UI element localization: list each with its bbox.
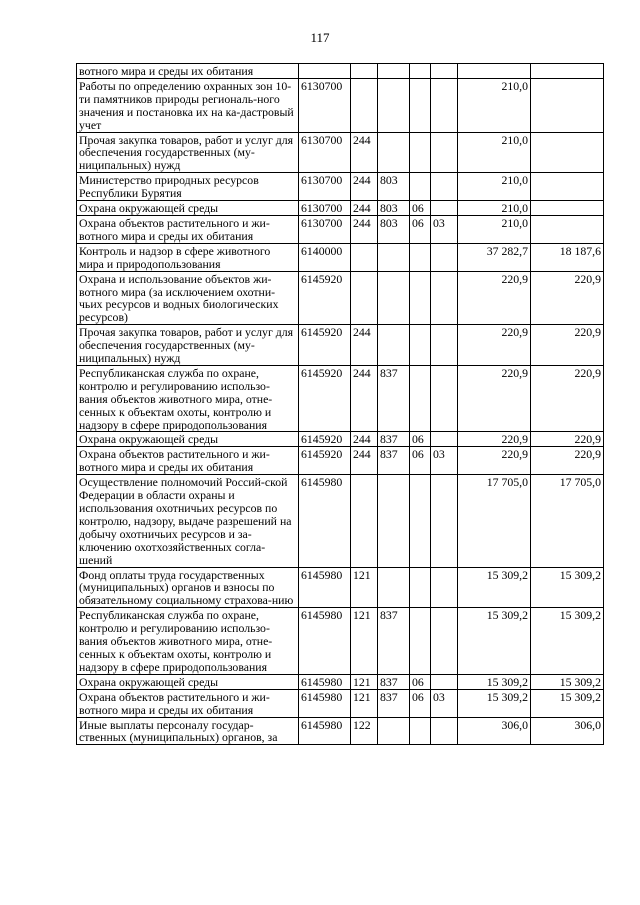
expense-type-cell: 121 xyxy=(351,674,378,689)
section-cell xyxy=(410,325,431,366)
row-name-cell: Охрана и использование объектов жи-вотного мира (за исключением охотни-чьих ресурсов и водных биологических ресурсов) xyxy=(77,271,299,325)
row-name-cell: Охрана окружающей среды xyxy=(77,201,299,216)
target-code-cell: 6130700 xyxy=(299,78,351,132)
amount-cell: 17 705,0 xyxy=(458,475,531,567)
page-number: 117 xyxy=(310,30,330,45)
amount-subvention-cell xyxy=(531,132,604,173)
amount-subvention-cell: 306,0 xyxy=(531,717,604,745)
amount-cell xyxy=(458,64,531,79)
target-code-cell: 6130700 xyxy=(299,132,351,173)
department-code-cell: 837 xyxy=(378,689,410,717)
amount-cell: 210,0 xyxy=(458,132,531,173)
subsection-cell xyxy=(431,64,458,79)
expense-type-cell: 244 xyxy=(351,447,378,475)
department-code-cell: 837 xyxy=(378,674,410,689)
amount-cell: 220,9 xyxy=(458,365,531,432)
subsection-cell xyxy=(431,717,458,745)
expense-type-cell: 244 xyxy=(351,132,378,173)
table-row xyxy=(77,325,604,366)
amount-subvention-cell: 15 309,2 xyxy=(531,674,604,689)
subsection-cell xyxy=(431,132,458,173)
table-row xyxy=(77,689,604,717)
table-row xyxy=(77,215,604,243)
subsection-cell: 03 xyxy=(431,447,458,475)
amount-cell: 210,0 xyxy=(458,215,531,243)
section-cell xyxy=(410,271,431,325)
expense-type-cell: 244 xyxy=(351,365,378,432)
subsection-cell xyxy=(431,674,458,689)
row-name-cell: Осуществление полномочий Россий-ской Федерации в области охраны и использования охотничьих ресурсов по контролю, надзору, выдаче разрешений на добычу охотничьих ресурсов и за-ключению охотхозяйственных согла-шений xyxy=(77,475,299,567)
table-row xyxy=(77,201,604,216)
row-name-cell: Республиканская служба по охране, контролю и регулированию использо-вания объектов животного мира, отне-сенных к объектам охоты, контролю и надзору в сфере природопользования xyxy=(77,365,299,432)
target-code-cell: 6140000 xyxy=(299,243,351,271)
subsection-cell xyxy=(431,608,458,675)
department-code-cell: 803 xyxy=(378,201,410,216)
subsection-cell: 03 xyxy=(431,689,458,717)
target-code-cell: 6145920 xyxy=(299,447,351,475)
amount-cell: 220,9 xyxy=(458,271,531,325)
department-code-cell xyxy=(378,78,410,132)
target-code-cell: 6145920 xyxy=(299,432,351,447)
subsection-cell xyxy=(431,325,458,366)
table-row xyxy=(77,717,604,745)
subsection-cell xyxy=(431,78,458,132)
amount-cell: 15 309,2 xyxy=(458,608,531,675)
amount-subvention-cell: 220,9 xyxy=(531,325,604,366)
target-code-cell: 6145920 xyxy=(299,365,351,432)
table-row xyxy=(77,173,604,201)
expense-type-cell: 244 xyxy=(351,215,378,243)
department-code-cell xyxy=(378,64,410,79)
table-row xyxy=(77,674,604,689)
amount-subvention-cell xyxy=(531,78,604,132)
amount-subvention-cell xyxy=(531,215,604,243)
section-cell: 06 xyxy=(410,674,431,689)
expense-type-cell xyxy=(351,64,378,79)
row-name-cell: Контроль и надзор в сфере животного мира и природопользования xyxy=(77,243,299,271)
expense-type-cell: 121 xyxy=(351,567,378,608)
amount-cell: 306,0 xyxy=(458,717,531,745)
department-code-cell xyxy=(378,567,410,608)
expense-type-cell xyxy=(351,243,378,271)
row-name-cell: Прочая закупка товаров, работ и услуг для обеспечения государственных (му-ниципальных) нужд xyxy=(77,325,299,366)
subsection-cell xyxy=(431,271,458,325)
row-name-cell: Работы по определению охранных зон 10-ти памятников природы региональ-ного значения и постановка их на ка-дастровый учет xyxy=(77,78,299,132)
amount-subvention-cell xyxy=(531,201,604,216)
target-code-cell: 6145920 xyxy=(299,325,351,366)
amount-cell: 220,9 xyxy=(458,447,531,475)
expense-type-cell: 244 xyxy=(351,325,378,366)
table-row xyxy=(77,271,604,325)
section-cell: 06 xyxy=(410,689,431,717)
table-row xyxy=(77,132,604,173)
expense-type-cell xyxy=(351,78,378,132)
amount-subvention-cell xyxy=(531,173,604,201)
section-cell xyxy=(410,365,431,432)
department-code-cell xyxy=(378,475,410,567)
section-cell: 06 xyxy=(410,215,431,243)
section-cell: 06 xyxy=(410,447,431,475)
expense-type-cell: 121 xyxy=(351,608,378,675)
target-code-cell: 6145980 xyxy=(299,567,351,608)
target-code-cell: 6130700 xyxy=(299,215,351,243)
table-row xyxy=(77,447,604,475)
target-code-cell: 6145920 xyxy=(299,271,351,325)
target-code-cell: 6145980 xyxy=(299,689,351,717)
amount-subvention-cell: 18 187,6 xyxy=(531,243,604,271)
department-code-cell: 803 xyxy=(378,173,410,201)
target-code-cell xyxy=(299,64,351,79)
row-name-cell: Охрана окружающей среды xyxy=(77,674,299,689)
row-name-cell: Республиканская служба по охране, контролю и регулированию использо-вания объектов животного мира, отне-сенных к объектам охоты, контролю и надзору в сфере природопользования xyxy=(77,608,299,675)
section-cell xyxy=(410,173,431,201)
section-cell xyxy=(410,567,431,608)
section-cell xyxy=(410,78,431,132)
target-code-cell: 6145980 xyxy=(299,475,351,567)
row-name-cell: Охрана объектов растительного и жи-вотного мира и среды их обитания xyxy=(77,447,299,475)
target-code-cell: 6145980 xyxy=(299,674,351,689)
section-cell: 06 xyxy=(410,432,431,447)
department-code-cell xyxy=(378,132,410,173)
subsection-cell xyxy=(431,201,458,216)
amount-subvention-cell: 15 309,2 xyxy=(531,567,604,608)
expense-type-cell: 122 xyxy=(351,717,378,745)
expense-type-cell xyxy=(351,271,378,325)
budget-table xyxy=(76,63,604,745)
subsection-cell xyxy=(431,475,458,567)
department-code-cell: 837 xyxy=(378,447,410,475)
amount-cell: 210,0 xyxy=(458,173,531,201)
amount-cell: 37 282,7 xyxy=(458,243,531,271)
expense-type-cell: 244 xyxy=(351,173,378,201)
amount-subvention-cell: 17 705,0 xyxy=(531,475,604,567)
amount-subvention-cell: 220,9 xyxy=(531,447,604,475)
subsection-cell: 03 xyxy=(431,215,458,243)
row-name-cell: Охрана окружающей среды xyxy=(77,432,299,447)
subsection-cell xyxy=(431,567,458,608)
target-code-cell: 6130700 xyxy=(299,201,351,216)
amount-subvention-cell: 220,9 xyxy=(531,365,604,432)
amount-cell: 220,9 xyxy=(458,432,531,447)
table-body xyxy=(77,64,604,745)
amount-subvention-cell xyxy=(531,64,604,79)
subsection-cell xyxy=(431,173,458,201)
amount-cell: 15 309,2 xyxy=(458,674,531,689)
department-code-cell xyxy=(378,717,410,745)
amount-cell: 15 309,2 xyxy=(458,689,531,717)
table-row xyxy=(77,608,604,675)
subsection-cell xyxy=(431,243,458,271)
section-cell xyxy=(410,243,431,271)
target-code-cell: 6145980 xyxy=(299,717,351,745)
row-name-cell: Охрана объектов растительного и жи-вотного мира и среды их обитания xyxy=(77,689,299,717)
amount-subvention-cell: 15 309,2 xyxy=(531,689,604,717)
subsection-cell xyxy=(431,432,458,447)
department-code-cell: 837 xyxy=(378,608,410,675)
table-row xyxy=(77,475,604,567)
row-name-cell: Министерство природных ресурсов Республики Бурятия xyxy=(77,173,299,201)
row-name-cell: Прочая закупка товаров, работ и услуг для обеспечения государственных (му-ниципальных) нужд xyxy=(77,132,299,173)
table-row xyxy=(77,78,604,132)
row-name-cell: вотного мира и среды их обитания xyxy=(77,64,299,79)
section-cell xyxy=(410,475,431,567)
section-cell xyxy=(410,608,431,675)
expense-type-cell: 121 xyxy=(351,689,378,717)
target-code-cell: 6130700 xyxy=(299,173,351,201)
section-cell: 06 xyxy=(410,201,431,216)
amount-cell: 220,9 xyxy=(458,325,531,366)
department-code-cell xyxy=(378,271,410,325)
section-cell xyxy=(410,64,431,79)
expense-type-cell: 244 xyxy=(351,432,378,447)
department-code-cell: 837 xyxy=(378,365,410,432)
department-code-cell: 803 xyxy=(378,215,410,243)
row-name-cell: Охрана объектов растительного и жи-вотного мира и среды их обитания xyxy=(77,215,299,243)
amount-cell: 210,0 xyxy=(458,78,531,132)
department-code-cell: 837 xyxy=(378,432,410,447)
section-cell xyxy=(410,132,431,173)
expense-type-cell: 244 xyxy=(351,201,378,216)
section-cell xyxy=(410,717,431,745)
expense-type-cell xyxy=(351,475,378,567)
amount-subvention-cell: 220,9 xyxy=(531,432,604,447)
table-row xyxy=(77,365,604,432)
department-code-cell xyxy=(378,325,410,366)
amount-subvention-cell: 220,9 xyxy=(531,271,604,325)
row-name-cell: Фонд оплаты труда государственных (муниципальных) органов и взносы по обязательному социальному страхова-нию xyxy=(77,567,299,608)
target-code-cell: 6145980 xyxy=(299,608,351,675)
amount-cell: 210,0 xyxy=(458,201,531,216)
row-name-cell: Иные выплаты персоналу государ-ственных (муниципальных) органов, за xyxy=(77,717,299,745)
department-code-cell xyxy=(378,243,410,271)
table-row xyxy=(77,432,604,447)
subsection-cell xyxy=(431,365,458,432)
table-row xyxy=(77,243,604,271)
table-row xyxy=(77,64,604,79)
amount-subvention-cell: 15 309,2 xyxy=(531,608,604,675)
table-row xyxy=(77,567,604,608)
amount-cell: 15 309,2 xyxy=(458,567,531,608)
